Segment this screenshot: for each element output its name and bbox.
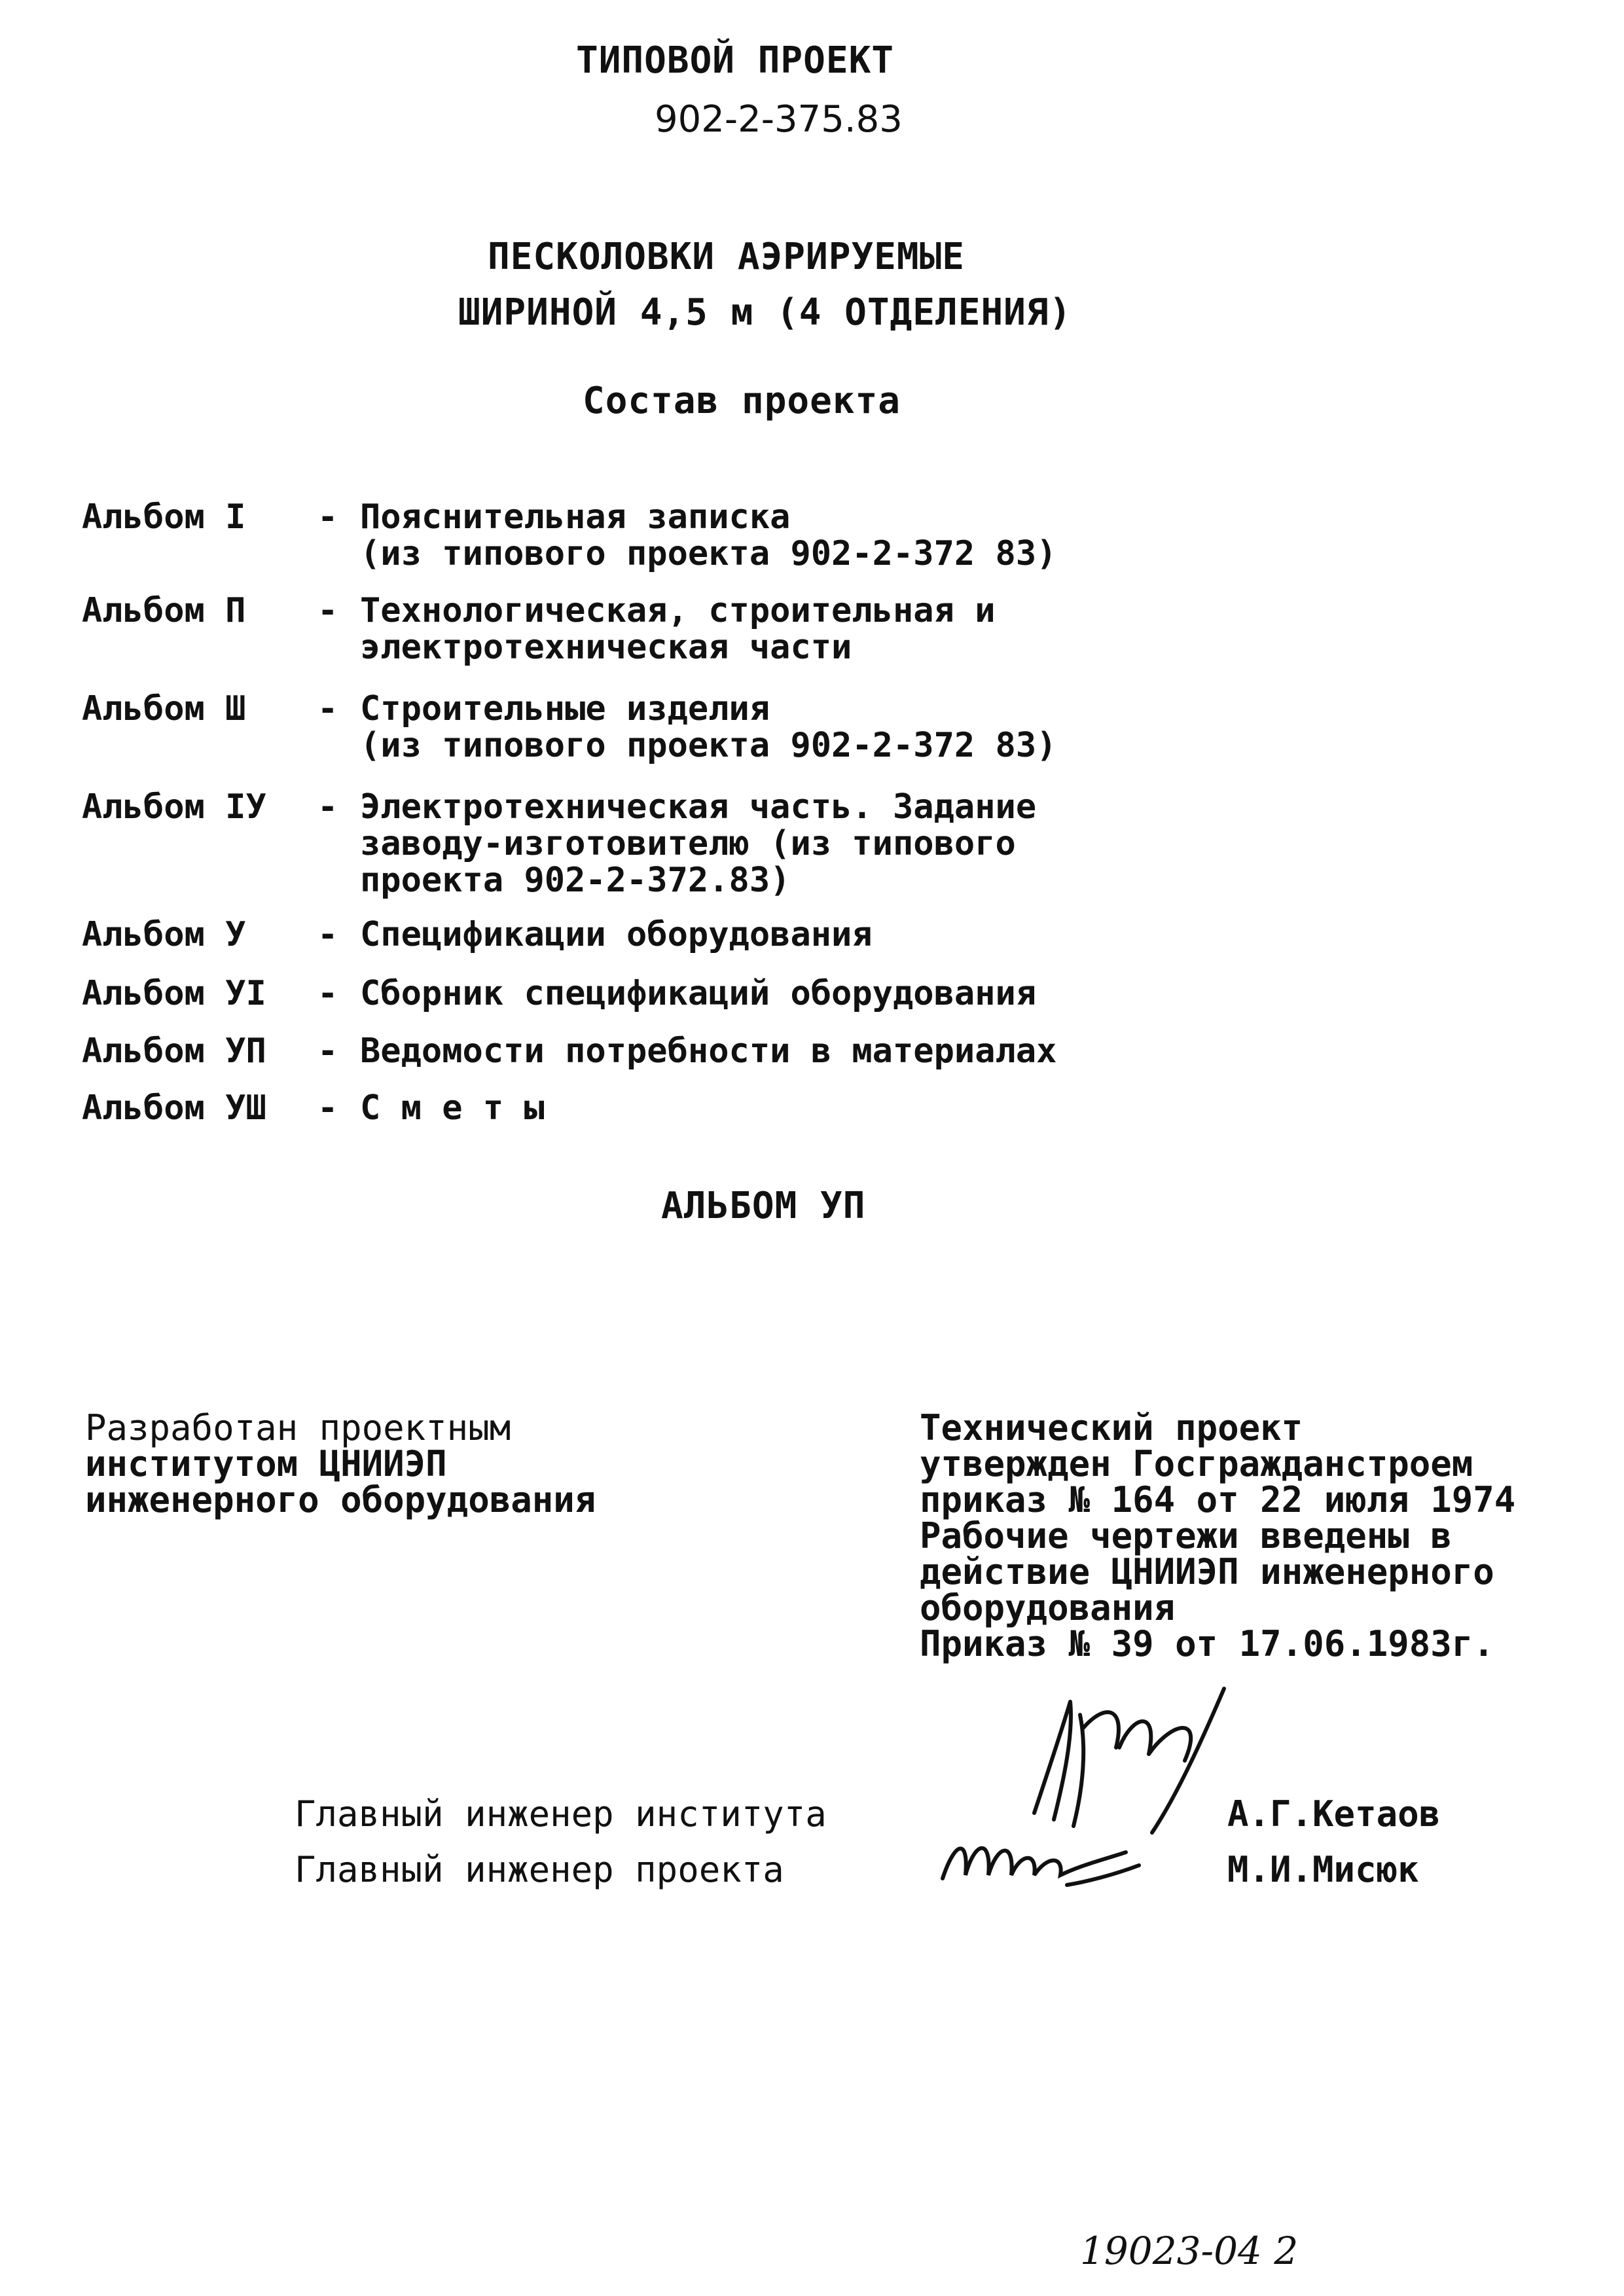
- developer-line: Разработан проектным: [85, 1407, 511, 1448]
- developer-line: инженерного оборудования: [85, 1479, 596, 1520]
- album-dash: -: [317, 591, 338, 630]
- album-desc-line: Сборник спецификаций оборудования: [360, 974, 1037, 1013]
- developer-line: институтом ЦНИИЭП: [85, 1443, 447, 1484]
- album-label: Альбом I: [82, 497, 246, 537]
- signatory-name: А.Г.Кетаов: [1227, 1793, 1441, 1835]
- signatory-role: Главный инженер института: [295, 1793, 827, 1835]
- approval-line: Рабочие чертежи введены в: [920, 1515, 1452, 1556]
- album-dash: -: [317, 689, 338, 728]
- album-desc-line: проекта 902-2-372.83): [360, 861, 791, 900]
- signatory-role: Главный инженер проекта: [295, 1849, 784, 1890]
- album-desc-line: С м е т ы: [360, 1088, 545, 1128]
- album-desc-line: электротехническая части: [360, 628, 852, 667]
- album-desc-line: заводу-изготовителю (из типового: [360, 824, 1016, 863]
- stamp-number: 19023-04 2: [1080, 2229, 1299, 2273]
- approval-line: приказ № 164 от 22 июля 1974: [920, 1479, 1516, 1520]
- album-label: Альбом Ш: [82, 689, 246, 728]
- handwritten-signature-2: [929, 1813, 1165, 1901]
- album-label: Альбом П: [82, 591, 246, 630]
- album-label: Альбом УП: [82, 1031, 266, 1071]
- album-desc-line: Пояснительная записка: [360, 497, 791, 537]
- approval-line: утвержден Госгражданстроем: [920, 1443, 1473, 1484]
- album-dash: -: [317, 974, 338, 1013]
- album-dash: -: [317, 915, 338, 954]
- album-label: Альбом УI: [82, 974, 266, 1013]
- album-dash: -: [317, 1088, 338, 1128]
- album-dash: -: [317, 497, 338, 537]
- signatory-name: М.И.Мисюк: [1227, 1849, 1419, 1890]
- album-desc-line: Строительные изделия: [360, 689, 770, 728]
- approval-line: Приказ № 39 от 17.06.1983г.: [920, 1623, 1494, 1664]
- album-title: АЛЬБОМ УП: [661, 1185, 866, 1227]
- album-label: Альбом IУ: [82, 787, 266, 827]
- project-number: 902-2-375.83: [655, 98, 903, 141]
- subject-line-2: ШИРИНОЙ 4,5 м (4 ОТДЕЛЕНИЯ): [458, 291, 1072, 334]
- approval-line: действие ЦНИИЭП инженерного: [920, 1551, 1494, 1592]
- album-desc-line: Ведомости потребности в материалах: [360, 1031, 1057, 1071]
- contents-title: Состав проекта: [583, 380, 901, 422]
- album-dash: -: [317, 787, 338, 827]
- album-label: Альбом УШ: [82, 1088, 266, 1128]
- album-desc-line: (из типового проекта 902-2-372 83): [360, 726, 1057, 765]
- album-desc-line: Спецификации оборудования: [360, 915, 873, 954]
- album-label: Альбом У: [82, 915, 246, 954]
- album-dash: -: [317, 1031, 338, 1071]
- album-desc-line: (из типового проекта 902-2-372 83): [360, 534, 1057, 573]
- album-desc-line: Технологическая, строительная и: [360, 591, 996, 630]
- approval-line: оборудования: [920, 1587, 1176, 1628]
- subject-line-1: ПЕСКОЛОВКИ АЭРИРУЕМЫЕ: [488, 236, 965, 278]
- project-type-title: ТИПОВОЙ ПРОЕКТ: [576, 39, 895, 82]
- approval-line: Технический проект: [920, 1407, 1303, 1448]
- album-desc-line: Электротехническая часть. Задание: [360, 787, 1037, 827]
